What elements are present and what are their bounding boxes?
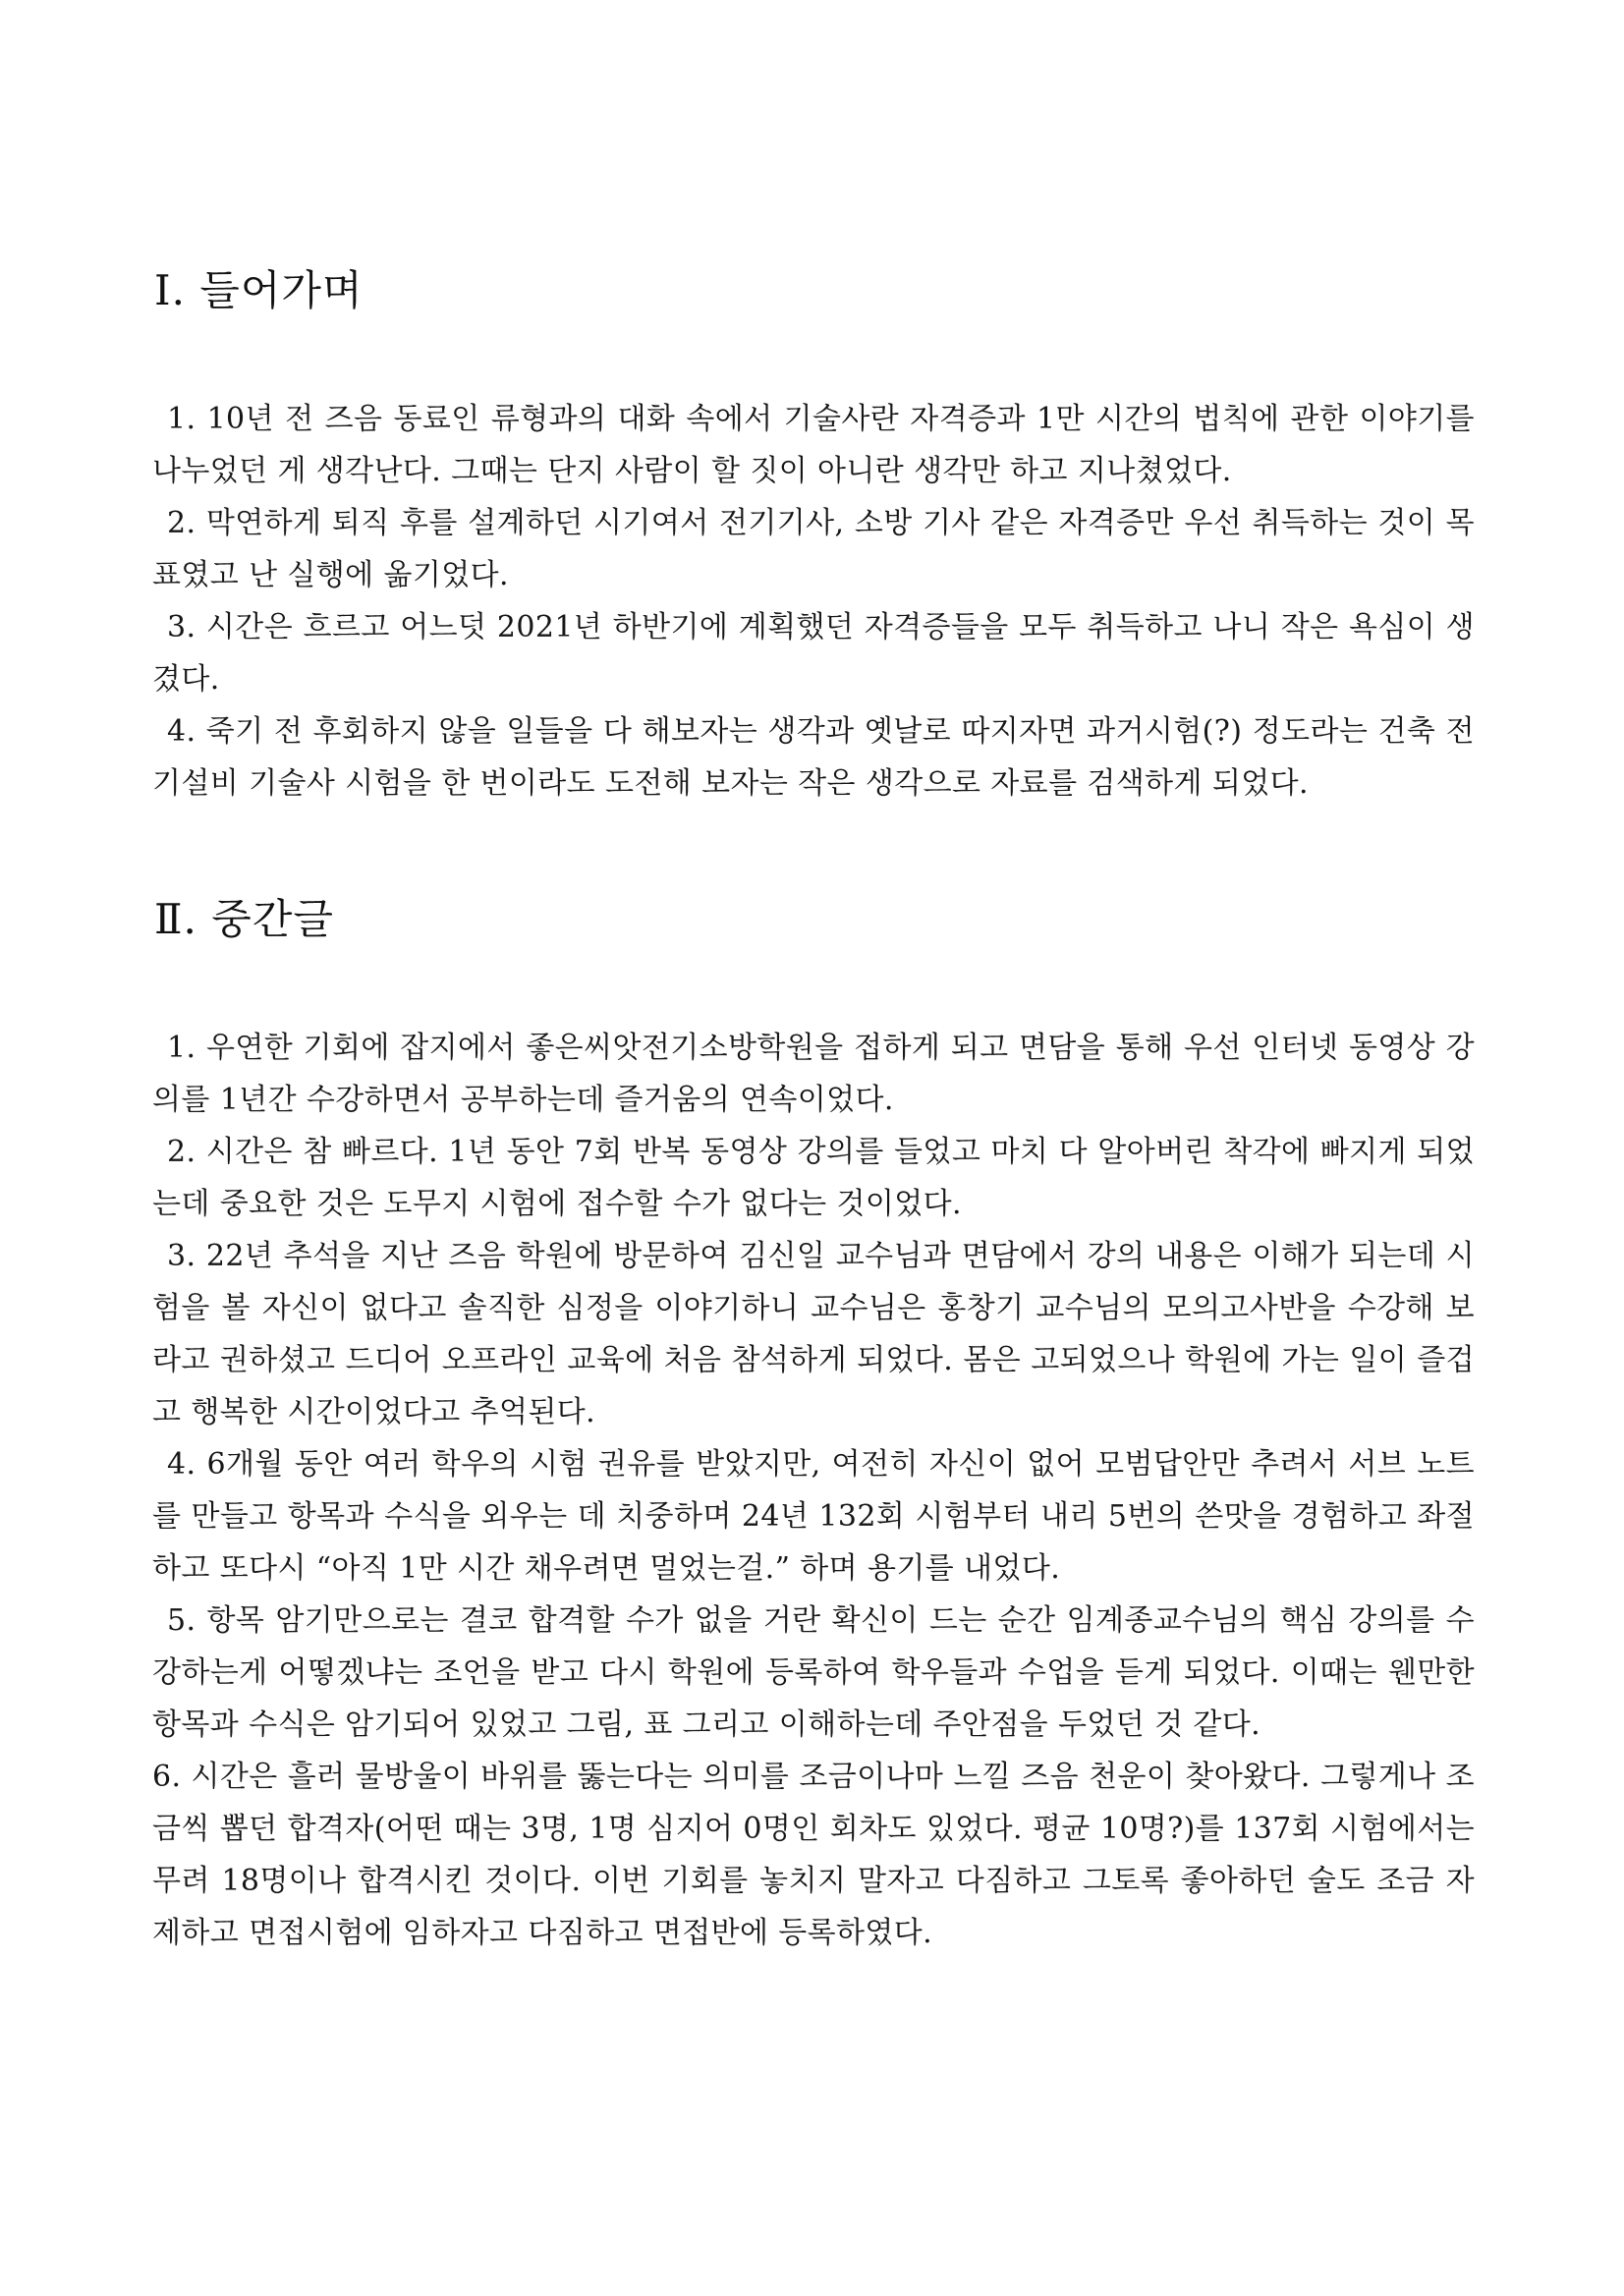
paragraph: 4. 6개월 동안 여러 학우의 시험 권유를 받았지만, 여전히 자신이 없어 모범답안만 추려서 서브 노트를 만들고 항목과 수식을 외우는 데 치중하며 24년 132회 시험부터 내리 5번의 쓴맛을 경험하고 좌절하고 또다시 “아직 1만 시간 채우려면 멀었는걸.” 하며 용기를 내었다.	[152, 1447, 1475, 1586]
paragraph: 1. 우연한 기회에 잡지에서 좋은씨앗전기소방학원을 접하게 되고 면담을 통해 우선 인터넷 동영상 강의를 1년간 수강하면서 공부하는데 즐거움의 연속이었다.	[152, 1031, 1475, 1117]
section-heading: Ⅱ. 중간글	[154, 895, 334, 943]
paragraph: 3. 22년 추석을 지난 즈음 학원에 방문하여 김신일 교수님과 면담에서 강의 내용은 이해가 되는데 시험을 볼 자신이 없다고 솔직한 심정을 이야기하니 교수님은 홍창기 교수님의 모의고사반을 수강해 보라고 권하셨고 드디어 오프라인 교육에 처음 참석하게 되었다. 몸은 고되었으나 학원에 가는 일이 즐겁고 행복한 시간이었다고 추억된다.	[152, 1239, 1475, 1429]
paragraph: 2. 시간은 참 빠르다. 1년 동안 7회 반복 동영상 강의를 들었고 마치 다 알아버린 착각에 빠지게 되었는데 중요한 것은 도무지 시험에 접수할 수가 없다는 것이었다.	[152, 1135, 1475, 1221]
paragraph: 5. 항목 암기만으로는 결코 합격할 수가 없을 거란 확신이 드는 순간 임계종교수님의 핵심 강의를 수강하는게 어떻겠냐는 조언을 받고 다시 학원에 등록하여 학우들과 수업을 듣게 되었다. 이때는 웬만한 항목과 수식은 암기되어 있었고 그림, 표 그리고 이해하는데 주안점을 두었던 것 같다.	[152, 1603, 1475, 1742]
paragraph: 2. 막연하게 퇴직 후를 설계하던 시기여서 전기기사, 소방 기사 같은 자격증만 우선 취득하는 것이 목표였고 난 실행에 옮기었다.	[152, 506, 1475, 592]
paragraph: 6. 시간은 흘러 물방울이 바위를 뚫는다는 의미를 조금이나마 느낄 즈음 천운이 찾아왔다. 그렇게나 조금씩 뽑던 합격자(어떤 때는 3명, 1명 심지어 0명인 회차도 있었다. 평균 10명?)를 137회 시험에서는 무려 18명이나 합격시킨 것이다. 이번 기회를 놓치지 말자고 다짐하고 그토록 좋아하던 술도 조금 자제하고 면접시험에 임하자고 다짐하고 면접반에 등록하였다.	[152, 1760, 1475, 1950]
document-body	[152, 267, 1475, 1959]
paragraph: 1. 10년 전 즈음 동료인 류형과의 대화 속에서 기술사란 자격증과 1만 시간의 법칙에 관한 이야기를 나누었던 게 생각난다. 그때는 단지 사람이 할 짓이 아니란 생각만 하고 지나쳤었다.	[152, 402, 1475, 488]
section-heading: Ⅰ. 들어가며	[154, 266, 364, 314]
paragraph: 4. 죽기 전 후회하지 않을 일들을 다 해보자는 생각과 옛날로 따지자면 과거시험(?) 정도라는 건축 전기설비 기술사 시험을 한 번이라도 도전해 보자는 작은 생각으로 자료를 검색하게 되었다.	[152, 714, 1475, 801]
paragraph: 3. 시간은 흐르고 어느덧 2021년 하반기에 계획했던 자격증들을 모두 취득하고 나니 작은 욕심이 생겼다.	[152, 610, 1475, 697]
